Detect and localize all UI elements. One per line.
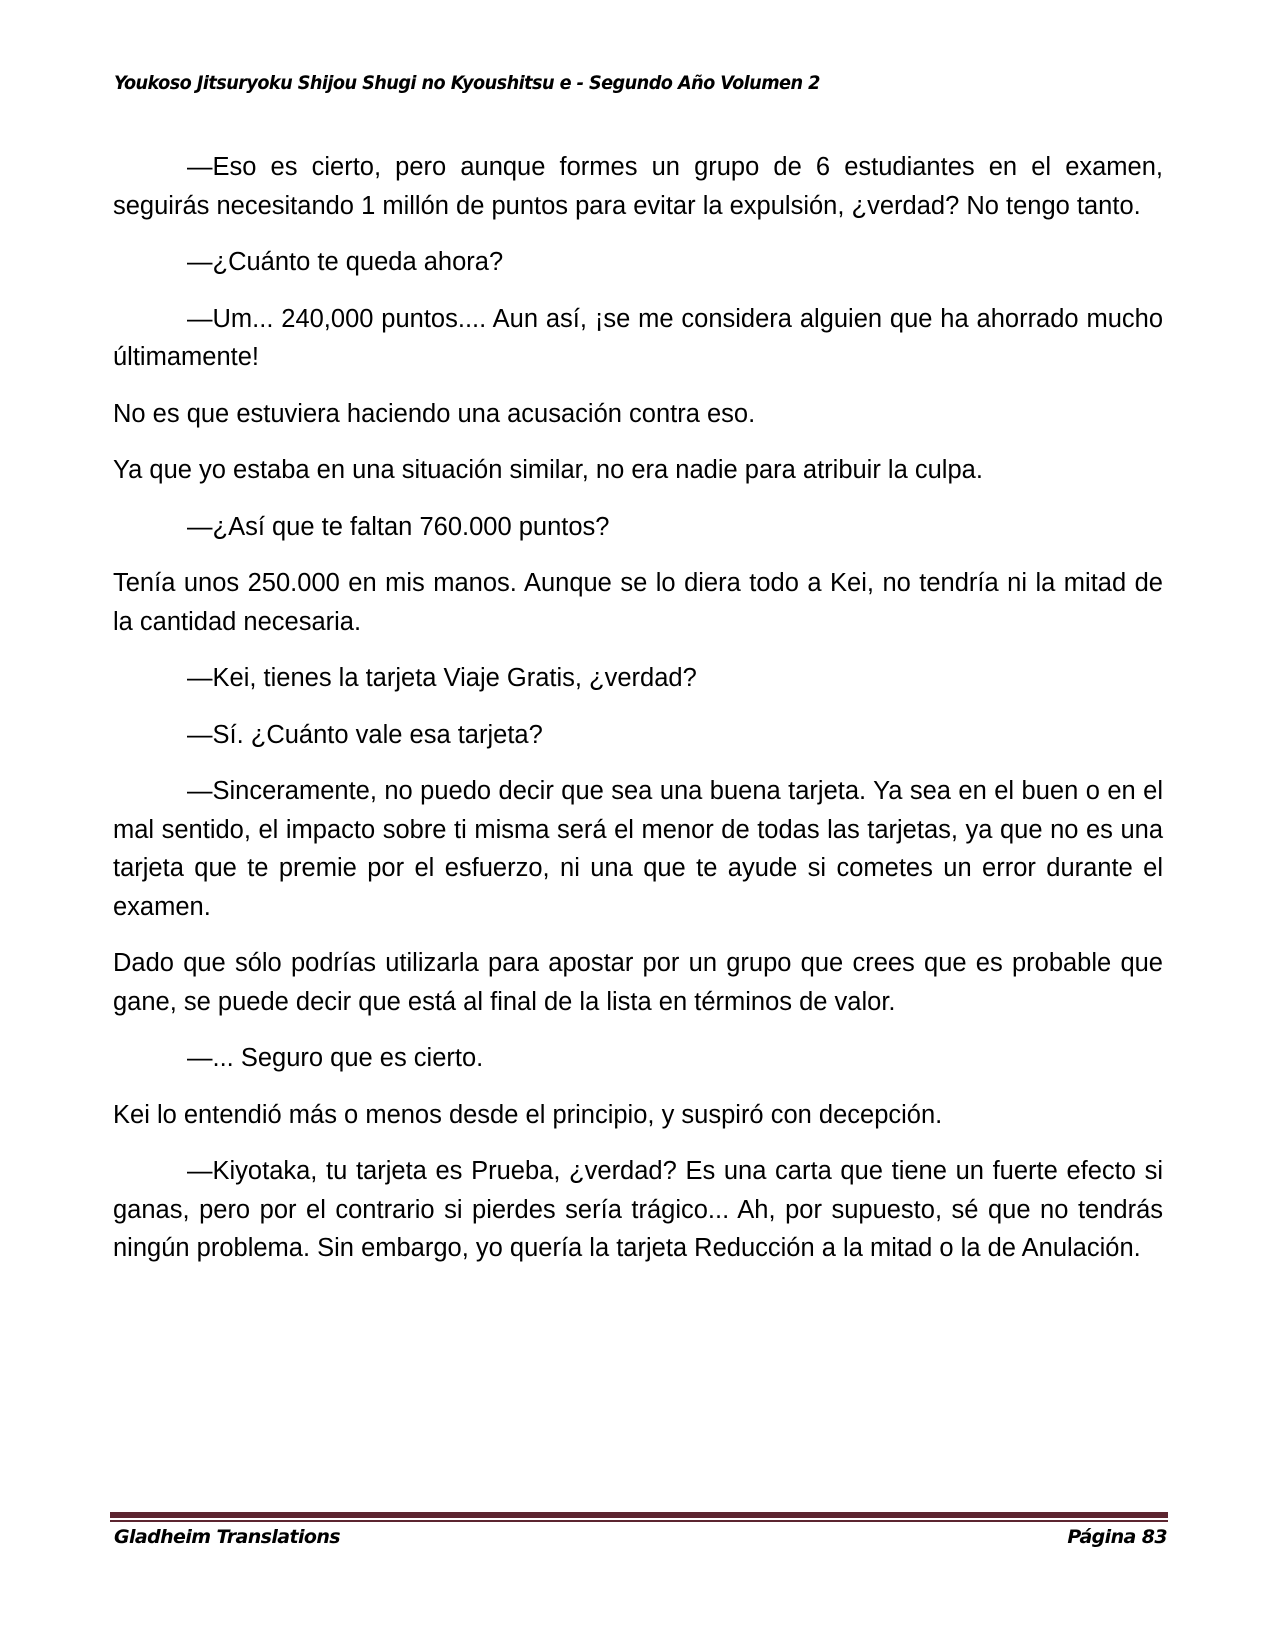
page-number: Página 83: [1067, 1526, 1167, 1548]
page-body: [113, 148, 1163, 1286]
paragraph: —... Seguro que es cierto.: [187, 1044, 484, 1072]
paragraph: —Kiyotaka, tu tarjeta es Prueba, ¿verdad? Es una carta que tiene un fuerte efecto si ganas, pero por el contrario si pierdes sería trágico... Ah, por supuesto, sé que no tendrás ningún problema. Sin embargo, yo quería la tarjeta Reducción a la mitad o la de Anulación.: [113, 1157, 1163, 1262]
paragraph: Kei lo entendió más o menos desde el principio, y suspiró con decepción.: [113, 1100, 943, 1129]
paragraph: No es que estuviera haciendo una acusación contra eso.: [113, 399, 756, 428]
footer-rule-thick: [110, 1512, 1168, 1518]
paragraph: —¿Cuánto te queda ahora?: [187, 248, 504, 276]
paragraph: —Kei, tienes la tarjeta Viaje Gratis, ¿verdad?: [187, 664, 697, 692]
paragraph: —Sinceramente, no puedo decir que sea una buena tarjeta. Ya sea en el buen o en el mal sentido, el impacto sobre ti misma será el menor de todas las tarjetas, ya que no es una tarjeta que te premie por el esfuerzo, ni una que te ayude si cometes un error durante el examen.: [113, 777, 1163, 921]
paragraph: —Um... 240,000 puntos.... Aun así, ¡se me considera alguien que ha ahorrado mucho últimamente!: [113, 304, 1163, 371]
paragraph: Ya que yo estaba en una situación similar, no era nadie para atribuir la culpa.: [113, 456, 983, 484]
paragraph: Dado que sólo podrías utilizarla para apostar por un grupo que crees que es probable que gane, se puede decir que está al final de la lista en términos de valor.: [113, 949, 1163, 1016]
paragraph: Tenía unos 250.000 en mis manos. Aunque se lo diera todo a Kei, no tendría ni la mitad de la cantidad necesaria.: [113, 569, 1163, 636]
paragraph: —Sí. ¿Cuánto vale esa tarjeta?: [187, 720, 543, 749]
paragraph: —Eso es cierto, pero aunque formes un grupo de 6 estudiantes en el examen, seguirás necesitando 1 millón de puntos para evitar la expulsión, ¿verdad? No tengo tanto.: [113, 153, 1163, 220]
footer-translator: Gladheim Translations: [114, 1526, 340, 1548]
footer-rule-thin: [110, 1520, 1168, 1522]
running-header: Youkoso Jitsuryoku Shijou Shugi no Kyoushitsu e - Segundo Año Volumen 2: [114, 72, 820, 94]
paragraph: —¿Así que te faltan 760.000 puntos?: [187, 512, 610, 541]
